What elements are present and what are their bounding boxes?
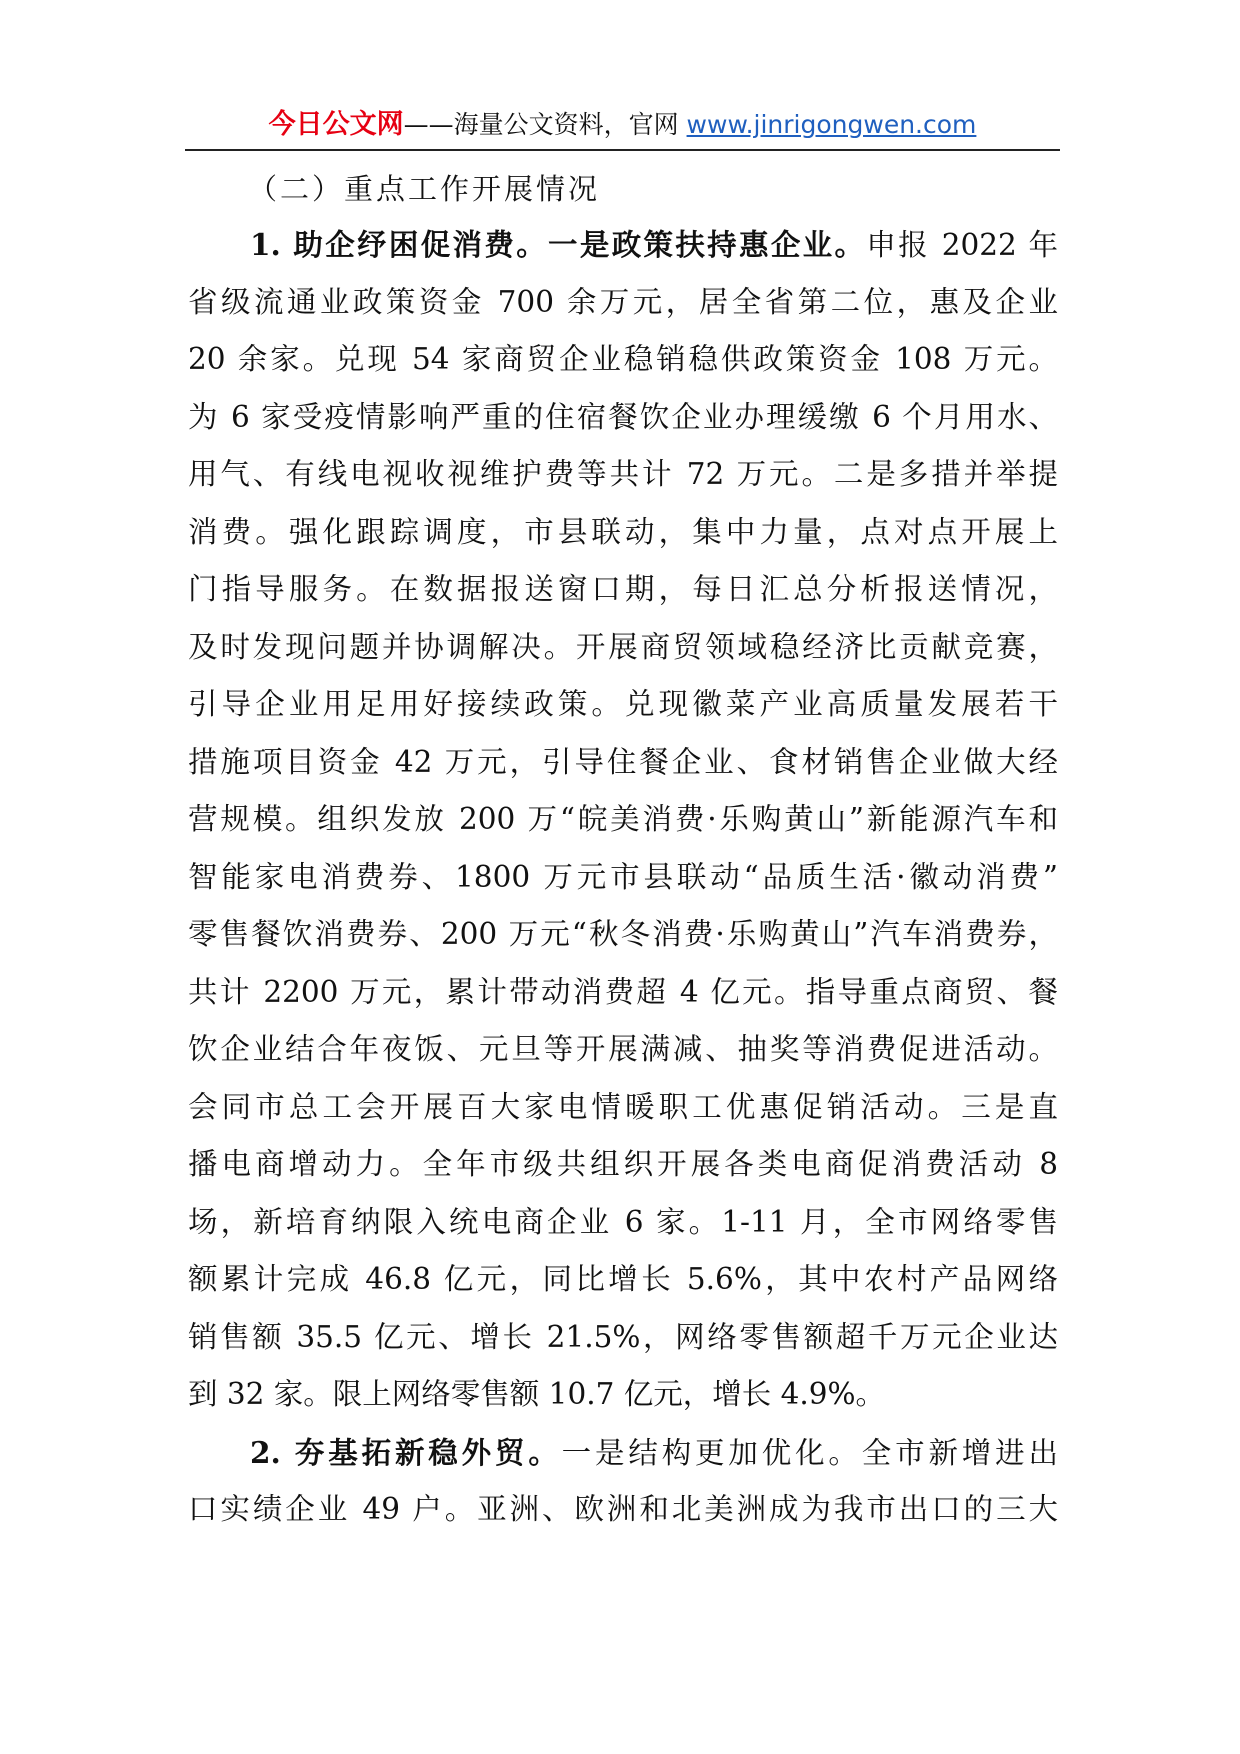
paragraph1-line: 用气、有线电视收视维护费等共计 72 万元。二是多措并举提 bbox=[188, 457, 1058, 491]
header-divider bbox=[185, 149, 1060, 151]
paragraph1-line: 营规模。组织发放 200 万“皖美消费·乐购黄山”新能源汽车和 bbox=[188, 802, 1058, 836]
paragraph1-line: 共计 2200 万元，累计带动消费超 4 亿元。指导重点商贸、餐 bbox=[188, 974, 1058, 1009]
paragraph1-line: 场，新培育纳限入统电商企业 6 家。1-11 月，全市网络零售 bbox=[188, 1204, 1058, 1239]
header-tagline: 海量公文资料，官网 bbox=[453, 110, 687, 139]
paragraph1-last-line: 到 32 家。限上网络零售额 10.7 亿元，增长 4.9%。 bbox=[188, 1377, 886, 1411]
paragraph1-line: 饮企业结合年夜饭、元旦等开展满减、抽奖等消费促进活动。 bbox=[188, 1032, 1058, 1066]
paragraph1-line: 及时发现问题并协调解决。开展商贸领域稳经济比贡献竞赛， bbox=[188, 629, 1058, 664]
paragraph2-line: 口实绩企业 49 户。亚洲、欧洲和北美洲成为我市出口的三大 bbox=[188, 1492, 1058, 1526]
paragraph1-line: 为 6 家受疫情影响严重的住宿餐饮企业办理缓缴 6 个月用水、 bbox=[188, 399, 1058, 434]
paragraph1-line: 会同市总工会开展百大家电情暖职工优惠促销活动。三是直 bbox=[188, 1089, 1058, 1124]
paragraph1-line: 省级流通业政策资金 700 余万元，居全省第二位，惠及企业 bbox=[188, 284, 1058, 319]
header-dash: —— bbox=[403, 110, 454, 139]
paragraph1-line: 20 余家。兑现 54 家商贸企业稳销稳供政策资金 108 万元。 bbox=[188, 342, 1058, 376]
document-body bbox=[188, 216, 1058, 1539]
site-brand[interactable]: 今日公文网 bbox=[268, 109, 404, 140]
paragraph2-lead-bold: 2. 夯基拓新稳外贸。 bbox=[250, 1434, 562, 1470]
paragraph1-line: 措施项目资金 42 万元，引导住餐企业、食材销售企业做大经 bbox=[188, 744, 1058, 779]
paragraph1-line: 额累计完成 46.8 亿元，同比增长 5.6%，其中农村产品网络 bbox=[188, 1262, 1058, 1296]
paragraph2-lead-rest: 一是结构更加优化。全市新增进出 bbox=[561, 1435, 1058, 1470]
site-url-link[interactable]: www.jinrigongwen.com bbox=[686, 110, 977, 139]
paragraph1-line: 零售餐饮消费券、200 万元“秋冬消费·乐购黄山”汽车消费券， bbox=[188, 917, 1058, 951]
paragraph1-first-line bbox=[188, 216, 1058, 274]
section-heading: （二）重点工作开展情况 bbox=[248, 172, 601, 206]
paragraph1-line: 销售额 35.5 亿元、增长 21.5%，网络零售额超千万元企业达 bbox=[188, 1319, 1058, 1354]
paragraph1-lead-rest: 申报 2022 年 bbox=[866, 228, 1058, 262]
paragraph1-line: 智能家电消费券、1800 万元市县联动“品质生活·徽动消费” bbox=[188, 859, 1058, 894]
paragraph2-first-line bbox=[188, 1424, 1058, 1482]
paragraph1-line: 播电商增动力。全年市级共组织开展各类电商促消费活动 8 bbox=[188, 1147, 1058, 1181]
paragraph1-line: 消费。强化跟踪调度，市县联动，集中力量，点对点开展上 bbox=[188, 514, 1058, 549]
paragraph1-lead-bold: 1. 助企纾困促消费。一是政策扶持惠企业。 bbox=[250, 227, 867, 262]
site-header bbox=[185, 100, 1060, 150]
paragraph1-line: 门指导服务。在数据报送窗口期，每日汇总分析报送情况， bbox=[188, 572, 1058, 606]
paragraph1-line: 引导企业用足用好接续政策。兑现徽菜产业高质量发展若干 bbox=[188, 687, 1058, 721]
